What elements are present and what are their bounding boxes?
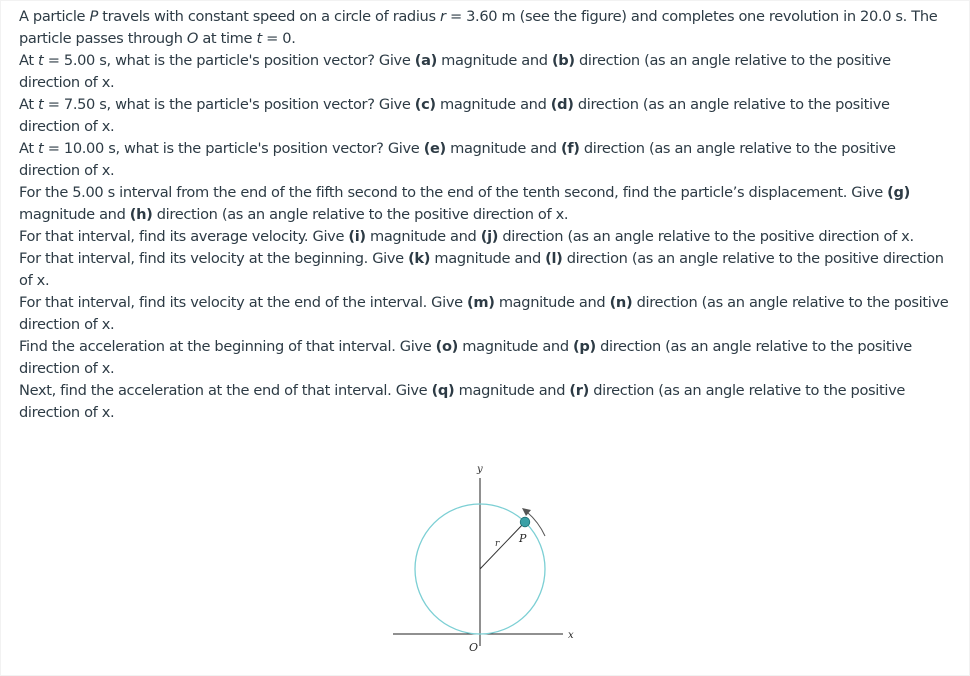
part-label: (q) xyxy=(431,382,455,399)
text-run: magnitude and xyxy=(445,140,561,157)
text-run: = 5.00 s, what is the particle's position vector? Give xyxy=(43,52,415,69)
question-line xyxy=(19,50,949,94)
text-run: For the 5.00 s interval from the end of the fifth second to the end of the tenth second, find the particle’s displacement. Give xyxy=(19,184,888,201)
part-label: (p) xyxy=(573,338,596,355)
particle-label: P xyxy=(519,532,527,545)
part-label: (j) xyxy=(480,228,499,245)
part-label: (b) xyxy=(551,52,575,69)
text-run: A particle xyxy=(19,8,90,25)
text-run: at time xyxy=(198,30,257,47)
text-run: magnitude and xyxy=(436,52,552,69)
text-run: magnitude and xyxy=(435,96,551,113)
text-run: At xyxy=(19,96,39,113)
part-label: (k) xyxy=(408,250,431,267)
text-run: = 3.60 m (see the figure) and completes one revolution in 20.0 s. The particle passes through xyxy=(19,8,938,47)
part-label: (i) xyxy=(348,228,366,245)
text-run: = 10.00 s, what is the particle's position vector? Give xyxy=(43,140,424,157)
radius-line xyxy=(480,522,525,569)
part-label: (g) xyxy=(887,184,910,201)
text-run: direction (as an angle relative to the positive direction of x. xyxy=(19,294,949,333)
text-run: direction (as an angle relative to the positive direction of x. xyxy=(19,250,944,289)
question-line xyxy=(19,292,949,336)
text-run: direction (as an angle relative to the positive direction of x. xyxy=(19,96,890,135)
part-label: (d) xyxy=(550,96,574,113)
text-run: = 0. xyxy=(261,30,296,47)
text-run: magnitude and xyxy=(430,250,546,267)
text-run: magnitude and xyxy=(365,228,481,245)
x-axis-label: x xyxy=(568,630,574,641)
part-label: (a) xyxy=(414,52,437,69)
question-line xyxy=(19,182,949,226)
variable: P xyxy=(89,8,98,25)
circle-figure xyxy=(385,458,585,658)
text-run: direction (as an angle relative to the positive direction of x. xyxy=(19,52,891,91)
text-run: direction (as an angle relative to the positive direction of x. xyxy=(19,338,912,377)
text-run: direction (as an angle relative to the positive direction of x. xyxy=(19,140,896,179)
text-run: magnitude and xyxy=(454,382,570,399)
part-label: (f) xyxy=(560,140,580,157)
part-label: (r) xyxy=(569,382,589,399)
text-run: travels with constant speed on a circle of radius xyxy=(97,8,440,25)
text-run: For that interval, find its velocity at the end of the interval. Give xyxy=(19,294,468,311)
question-line xyxy=(19,336,949,380)
part-label: (m) xyxy=(467,294,495,311)
question-line xyxy=(19,6,949,50)
text-run: For that interval, find its velocity at the beginning. Give xyxy=(19,250,409,267)
text-run: magnitude and xyxy=(457,338,574,355)
question-line xyxy=(19,226,949,248)
text-run: At xyxy=(19,52,39,69)
question-line xyxy=(19,248,949,292)
variable: O xyxy=(186,30,199,47)
question-text xyxy=(19,6,949,424)
variable: r xyxy=(440,8,446,25)
part-label: (n) xyxy=(609,294,633,311)
particle-p xyxy=(520,517,530,527)
part-label: (h) xyxy=(129,206,153,223)
text-run: direction (as an angle relative to the positive direction of x. xyxy=(152,206,569,223)
text-run: = 7.50 s, what is the particle's position vector? Give xyxy=(43,96,415,113)
part-label: (l) xyxy=(545,250,563,267)
question-line xyxy=(19,138,949,182)
text-run: Next, find the acceleration at the end of that interval. Give xyxy=(19,382,432,399)
text-run: For that interval, find its average velocity. Give xyxy=(19,228,349,245)
variable: t xyxy=(256,30,262,47)
text-run: Find the acceleration at the beginning of that interval. Give xyxy=(19,338,436,355)
text-run: magnitude and xyxy=(19,206,130,223)
text-run: direction (as an angle relative to the positive direction of x. xyxy=(19,382,905,421)
part-label: (e) xyxy=(423,140,446,157)
text-run: direction (as an angle relative to the positive direction of x. xyxy=(498,228,914,245)
radius-label: r xyxy=(495,539,500,549)
part-label: (c) xyxy=(414,96,436,113)
y-axis-label: y xyxy=(477,464,483,475)
part-label: (o) xyxy=(435,338,458,355)
variable: t xyxy=(38,96,44,113)
text-run: magnitude and xyxy=(494,294,610,311)
variable: t xyxy=(38,52,44,69)
variable: t xyxy=(38,140,44,157)
question-line xyxy=(19,94,949,138)
question-line xyxy=(19,380,949,424)
origin-label: O xyxy=(469,641,479,654)
text-run: At xyxy=(19,140,39,157)
